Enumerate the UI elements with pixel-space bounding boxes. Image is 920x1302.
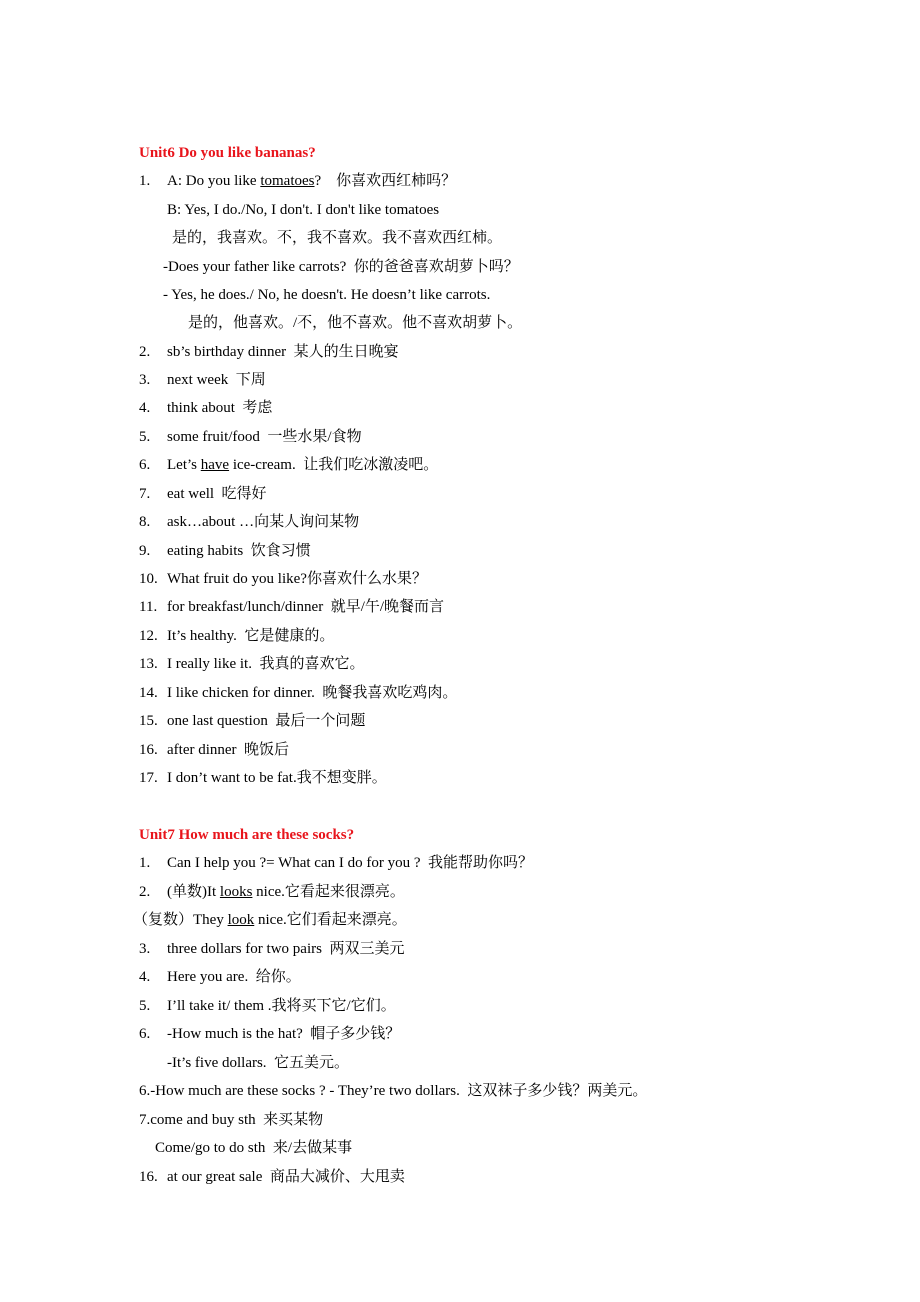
item-text: I’ll take it/ them .我将买下它/它们。	[167, 998, 396, 1014]
list-item	[139, 740, 289, 760]
item-text: ? 你喜欢西红柿吗？	[314, 173, 457, 189]
list-item	[139, 939, 404, 959]
item-number: 2.	[139, 344, 151, 360]
list-item	[139, 683, 457, 703]
list-item	[139, 1024, 400, 1044]
item-number: 11.	[139, 599, 158, 615]
list-item	[139, 541, 311, 561]
list-item	[139, 398, 272, 418]
list-item	[139, 512, 359, 532]
item-number: 16.	[139, 742, 158, 758]
list-item	[139, 654, 364, 674]
item-text: next week 下周	[167, 372, 266, 388]
list-item-continuation: - Yes, he does./ No, he doesn't. He doesn’t like carrots.	[163, 287, 491, 303]
list-item-continuation: -Does your father like carrots? 你的爸爸喜欢胡萝卜吗？	[163, 259, 519, 275]
item-text: at our great sale 商品大减价、大甩卖	[167, 1169, 405, 1185]
list-item	[139, 853, 533, 873]
item-text: What fruit do you like?你喜欢什么水果？	[167, 571, 427, 587]
item-text: -How much is the hat? 帽子多少钱？	[167, 1026, 401, 1042]
list-item	[139, 455, 438, 475]
list-item	[139, 342, 399, 362]
list-item	[139, 370, 266, 390]
item-text: three dollars for two pairs 两双三美元	[167, 941, 405, 957]
item-text: some fruit/food 一些水果/食物	[167, 429, 362, 445]
list-item	[139, 484, 267, 504]
item-text: nice.它们看起来漂亮。	[254, 912, 407, 928]
item-text: ice-cream. 让我们吃冰激凌吧。	[229, 457, 439, 473]
item-number: 4.	[139, 969, 151, 985]
item-number: 1.	[139, 173, 151, 189]
underlined-word: looks	[219, 884, 253, 900]
list-item-continuation: Come/go to do sth 来/去做某事	[155, 1140, 353, 1156]
list-item	[139, 768, 387, 788]
underlined-word: look	[227, 912, 255, 928]
item-text: ask…about …向某人询问某物	[167, 514, 360, 530]
underlined-word: have	[200, 457, 230, 473]
item-number: 6.	[139, 1026, 151, 1042]
list-item	[139, 171, 456, 191]
item-text: for breakfast/lunch/dinner 就早/午/晚餐而言	[167, 599, 445, 615]
item-number: 1.	[139, 855, 151, 871]
unit6-title: Unit6 Do you like bananas?	[139, 145, 316, 161]
list-item-continuation: B: Yes, I do./No, I don't. I don't like tomatoes	[167, 202, 440, 218]
item-text: eat well 吃得好	[167, 486, 267, 502]
item-number: 14.	[139, 685, 158, 701]
list-item	[139, 427, 362, 447]
list-item-continuation	[133, 910, 407, 930]
item-number: 13.	[139, 656, 158, 672]
item-text: I really like it. 我真的喜欢它。	[167, 656, 365, 672]
item-text: A: Do you like	[167, 173, 261, 189]
item-text: after dinner 晚饭后	[167, 742, 290, 758]
item-number: 16.	[139, 1169, 158, 1185]
item-number: 5.	[139, 998, 151, 1014]
item-text: nice.它看起来很漂亮。	[252, 884, 405, 900]
item-text: I don’t want to be fat.我不想变胖。	[167, 770, 387, 786]
item-number: 9.	[139, 543, 151, 559]
list-item: 7.come and buy sth 来买某物	[139, 1112, 324, 1128]
item-text: Let’s	[167, 457, 201, 473]
item-text: (单数)It	[167, 884, 220, 900]
item-number: 15.	[139, 713, 158, 729]
item-text: Can I help you ?= What can I do for you ? 我能帮助你吗？	[167, 855, 534, 871]
item-text: It’s healthy. 它是健康的。	[167, 628, 335, 644]
item-text: one last question 最后一个问题	[167, 713, 366, 729]
unit7-title: Unit7 How much are these socks?	[139, 827, 355, 843]
list-item-continuation: -It’s five dollars. 它五美元。	[167, 1055, 350, 1071]
item-text: I like chicken for dinner. 晚餐我喜欢吃鸡肉。	[167, 685, 458, 701]
list-item: 6.-How much are these socks ? - They’re two dollars. 这双袜子多少钱？两美元。	[139, 1083, 648, 1099]
item-number: 10.	[139, 571, 158, 587]
item-number: 5.	[139, 429, 151, 445]
item-number: 2.	[139, 884, 151, 900]
item-text: eating habits 饮食习惯	[167, 543, 311, 559]
item-number: 12.	[139, 628, 158, 644]
item-number: 3.	[139, 372, 151, 388]
item-text: sb’s birthday dinner 某人的生日晚宴	[167, 344, 399, 360]
item-number: 6.	[139, 457, 151, 473]
list-item-continuation: 是的，他喜欢。/不，他不喜欢。他不喜欢胡萝卜。	[188, 315, 523, 331]
list-item	[139, 569, 427, 589]
list-item	[139, 996, 396, 1016]
list-item	[139, 597, 444, 617]
item-number: 3.	[139, 941, 151, 957]
list-item	[139, 626, 334, 646]
item-text: Here you are. 给你。	[167, 969, 301, 985]
item-number: 8.	[139, 514, 151, 530]
item-text: （复数）They	[133, 912, 228, 928]
item-number: 4.	[139, 400, 151, 416]
item-number: 7.	[139, 486, 151, 502]
item-text: think about 考虑	[167, 400, 273, 416]
list-item	[139, 1167, 405, 1187]
list-item	[139, 711, 365, 731]
underlined-word: tomatoes	[260, 173, 315, 189]
list-item-continuation: 是的，我喜欢。不，我不喜欢。我不喜欢西红柿。	[172, 230, 503, 246]
list-item	[139, 967, 301, 987]
item-number: 17.	[139, 770, 158, 786]
list-item	[139, 882, 405, 902]
